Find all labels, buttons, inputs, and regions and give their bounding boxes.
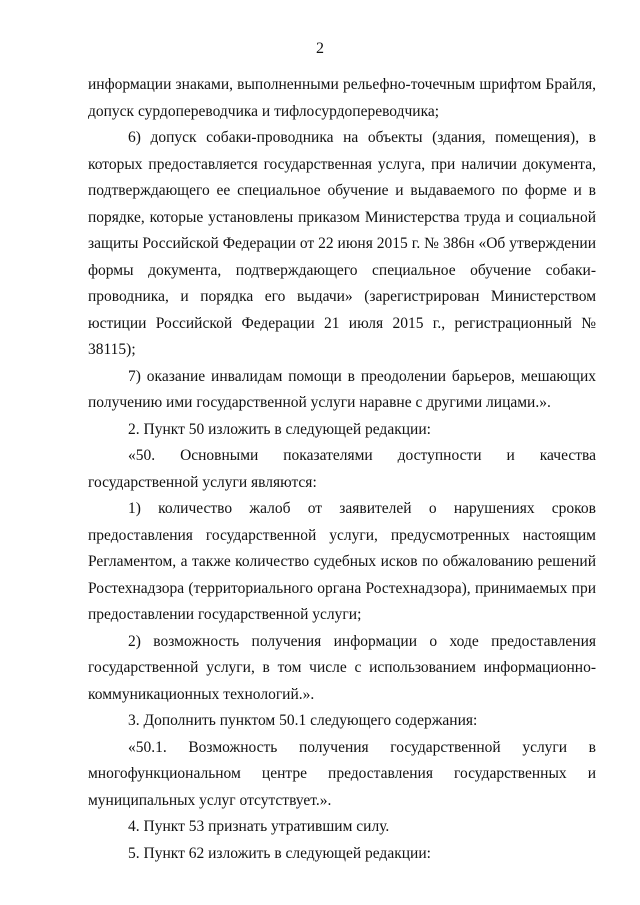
paragraph-amendment-3: 3. Дополнить пунктом 50.1 следующего содержания: xyxy=(128,712,478,729)
paragraph-item-6-guide-dog: 6) допуск собаки-проводника на объекты (здания, помещения), в которых предоставляется государственная услуга, при наличии документа, подтверждающего ее специальное обучение и выдаваемого по форме и в порядке, которые установлены приказом Министерства труда и социальной защиты Российской Федерации от 22 июня 2015 г. № 386н «Об утверждении формы документа, подтверждающего специальное обучение собаки-проводника, и порядка его выдачи» (зарегистрирован Министерством юстиции Российской Федерации 21 июля 2015 г., регистрационный № 38115); xyxy=(88,129,596,358)
paragraph-braille-continuation: информации знаками, выполненными рельефно-точечным шрифтом Брайля, допуск сурдопереводчика и тифлосурдопереводчика; xyxy=(88,76,596,120)
paragraph-clause-50-1: «50.1. Возможность получения государственной услуги в многофункциональном центре предоставления государственных и муниципальных услуг отсутствует.». xyxy=(88,738,596,809)
paragraph-amendment-5: 5. Пункт 62 изложить в следующей редакции: xyxy=(128,844,431,862)
paragraph-clause-50: «50. Основными показателями доступности и качества государственной услуги являются: xyxy=(88,447,596,491)
paragraph-amendment-2: 2. Пункт 50 изложить в следующей редакции: xyxy=(128,420,431,438)
paragraph-clause-50-item-1: 1) количество жалоб от заявителей о нарушениях сроков предоставления государственной услуги, предусмотренных настоящим Регламентом, а также количество судебных исков по обжалованию решений Ростехнадзора (территориального органа Ростехнадзора), принимаемых при предоставлении государственной услуги; xyxy=(88,500,596,623)
paragraph-amendment-4: 4. Пункт 53 признать утратившим силу. xyxy=(128,818,390,835)
document-body xyxy=(88,72,596,867)
paragraph-item-7-assistance: 7) оказание инвалидам помощи в преодолении барьеров, мешающих получению ими государственной услуги наравне с другими лицами.». xyxy=(88,367,596,411)
page-number: 2 xyxy=(316,40,324,57)
paragraph-clause-50-item-2: 2) возможность получения информации о ходе предоставления государственной услуги, в том числе с использованием информационно-коммуникационных технологий.». xyxy=(88,632,596,703)
